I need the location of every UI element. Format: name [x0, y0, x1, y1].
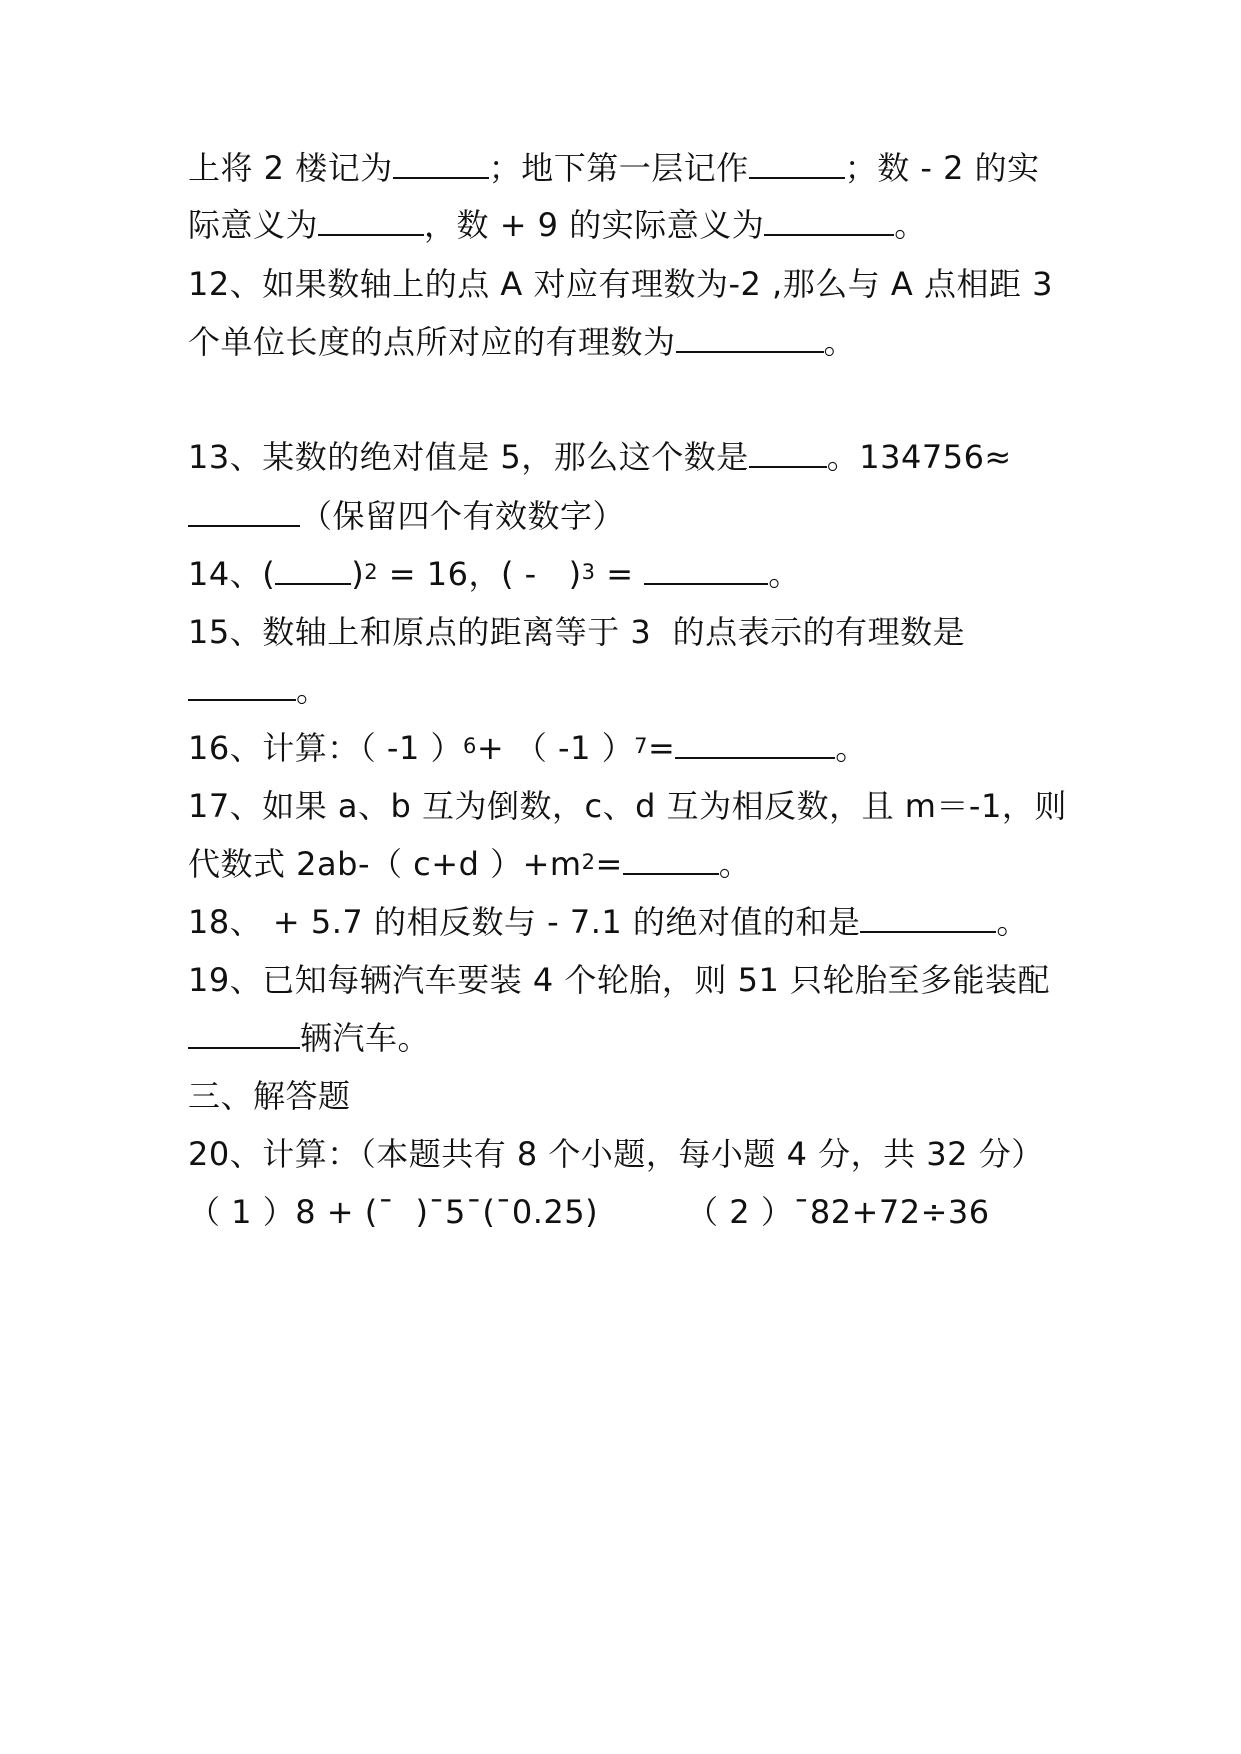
q14-text: ) [351, 555, 365, 593]
q14-text: = [595, 555, 645, 593]
q17-line-2 [188, 842, 751, 886]
q11-blank-floor2[interactable] [393, 147, 489, 179]
q14-line [188, 552, 801, 596]
q12-blank[interactable] [676, 321, 824, 353]
q17-text: 17、如果 a、b 互为倒数，c、d 互为相反数，且 m＝-1，则 [188, 787, 1067, 825]
q17-blank[interactable] [623, 843, 719, 875]
q17-line-1 [188, 784, 1067, 828]
q13-line-1 [188, 435, 1012, 479]
q14-blank-base[interactable] [275, 553, 351, 585]
q14-exponent: 2 [364, 560, 379, 584]
q11-blank-meaning-pos9[interactable] [764, 204, 894, 236]
q14-blank-cube[interactable] [644, 553, 768, 585]
q14-text: 。 [768, 555, 801, 593]
q14-text: = 16，( - ) [378, 555, 582, 593]
q13-blank-number[interactable] [749, 436, 827, 468]
q11-blank-meaning-neg2[interactable] [318, 204, 424, 236]
q11-line-1 [188, 146, 1040, 190]
q19-line-1 [188, 958, 1050, 1002]
q11-text: ；地下第一层记作 [488, 149, 749, 187]
q19-blank[interactable] [188, 1017, 300, 1049]
q11-text: 际意义为 [188, 206, 319, 244]
q20-subproblems [188, 1190, 990, 1234]
q12-line-2 [188, 320, 856, 364]
q17-text: 。 [718, 845, 752, 883]
q13-blank-rounding[interactable] [188, 495, 300, 527]
q12-text: 个单位长度的点所对应的有理数为 [188, 323, 676, 361]
q14-text: 14、( [188, 555, 276, 593]
q18-line [188, 900, 1029, 944]
q13-text: （保留四个有效数字） [300, 497, 626, 535]
section-heading [188, 1074, 351, 1118]
q18-blank[interactable] [860, 901, 996, 933]
q17-text: = [595, 845, 623, 883]
q15-blank[interactable] [188, 669, 296, 701]
q20-subproblem-1: （ 1 ）8 + (¯ )¯5¯(¯0.25) [188, 1193, 599, 1231]
q12-line-1 [188, 262, 1053, 306]
q19-line-2 [188, 1016, 430, 1060]
q13-line-2 [188, 494, 625, 538]
q15-text: 15、数轴上和原点的距离等于 3 的点表示的有理数是 [188, 613, 966, 651]
q11-text: 上将 2 楼记为 [188, 149, 393, 187]
q14-exponent: 3 [581, 560, 596, 584]
q20-subproblem-2: （ 2 ）¯82+72÷36 [686, 1193, 990, 1231]
q11-line-2 [188, 203, 927, 247]
q15-line-1 [188, 610, 965, 654]
q15-line-2 [188, 668, 329, 712]
q16-text: 。 [835, 729, 868, 767]
q11-text: 。 [894, 206, 927, 244]
q15-text: 。 [296, 671, 329, 709]
q18-text: 。 [996, 903, 1029, 941]
section-title: 三、解答题 [188, 1077, 351, 1115]
q19-text: 19、已知每辆汽车要装 4 个轮胎，则 51 只轮胎至多能装配 [188, 961, 1050, 999]
q12-text: 12、如果数轴上的点 A 对应有理数为-2 ,那么与 A 点相距 3 [188, 265, 1053, 303]
q17-text: 代数式 2ab-（ c+d ）+m [188, 845, 582, 883]
q17-exponent: 2 [581, 850, 596, 874]
q11-text: ；数 - 2 的实 [844, 149, 1040, 187]
q16-text: + （ -1 ） [476, 729, 635, 767]
q11-text: ，数 + 9 的实际意义为 [424, 206, 765, 244]
q20-line [188, 1132, 1044, 1176]
q20-text: 20、计算：（本题共有 8 个小题，每小题 4 分，共 32 分） [188, 1135, 1044, 1173]
q16-text: = [647, 729, 676, 767]
q16-blank[interactable] [675, 727, 835, 759]
q19-text: 辆汽车。 [300, 1019, 431, 1057]
q11-blank-basement[interactable] [749, 147, 845, 179]
q16-text: 16、计算：（ -1 ） [188, 729, 463, 767]
q16-line [188, 726, 868, 770]
q18-text: 18、 + 5.7 的相反数与 - 7.1 的绝对值的和是 [188, 903, 861, 941]
q16-exponent: 6 [462, 734, 477, 758]
q16-exponent: 7 [634, 734, 648, 758]
q13-text: 。134756≈ [826, 438, 1012, 476]
q13-text: 13、某数的绝对值是 5，那么这个数是 [188, 438, 749, 476]
q12-text: 。 [823, 323, 857, 361]
